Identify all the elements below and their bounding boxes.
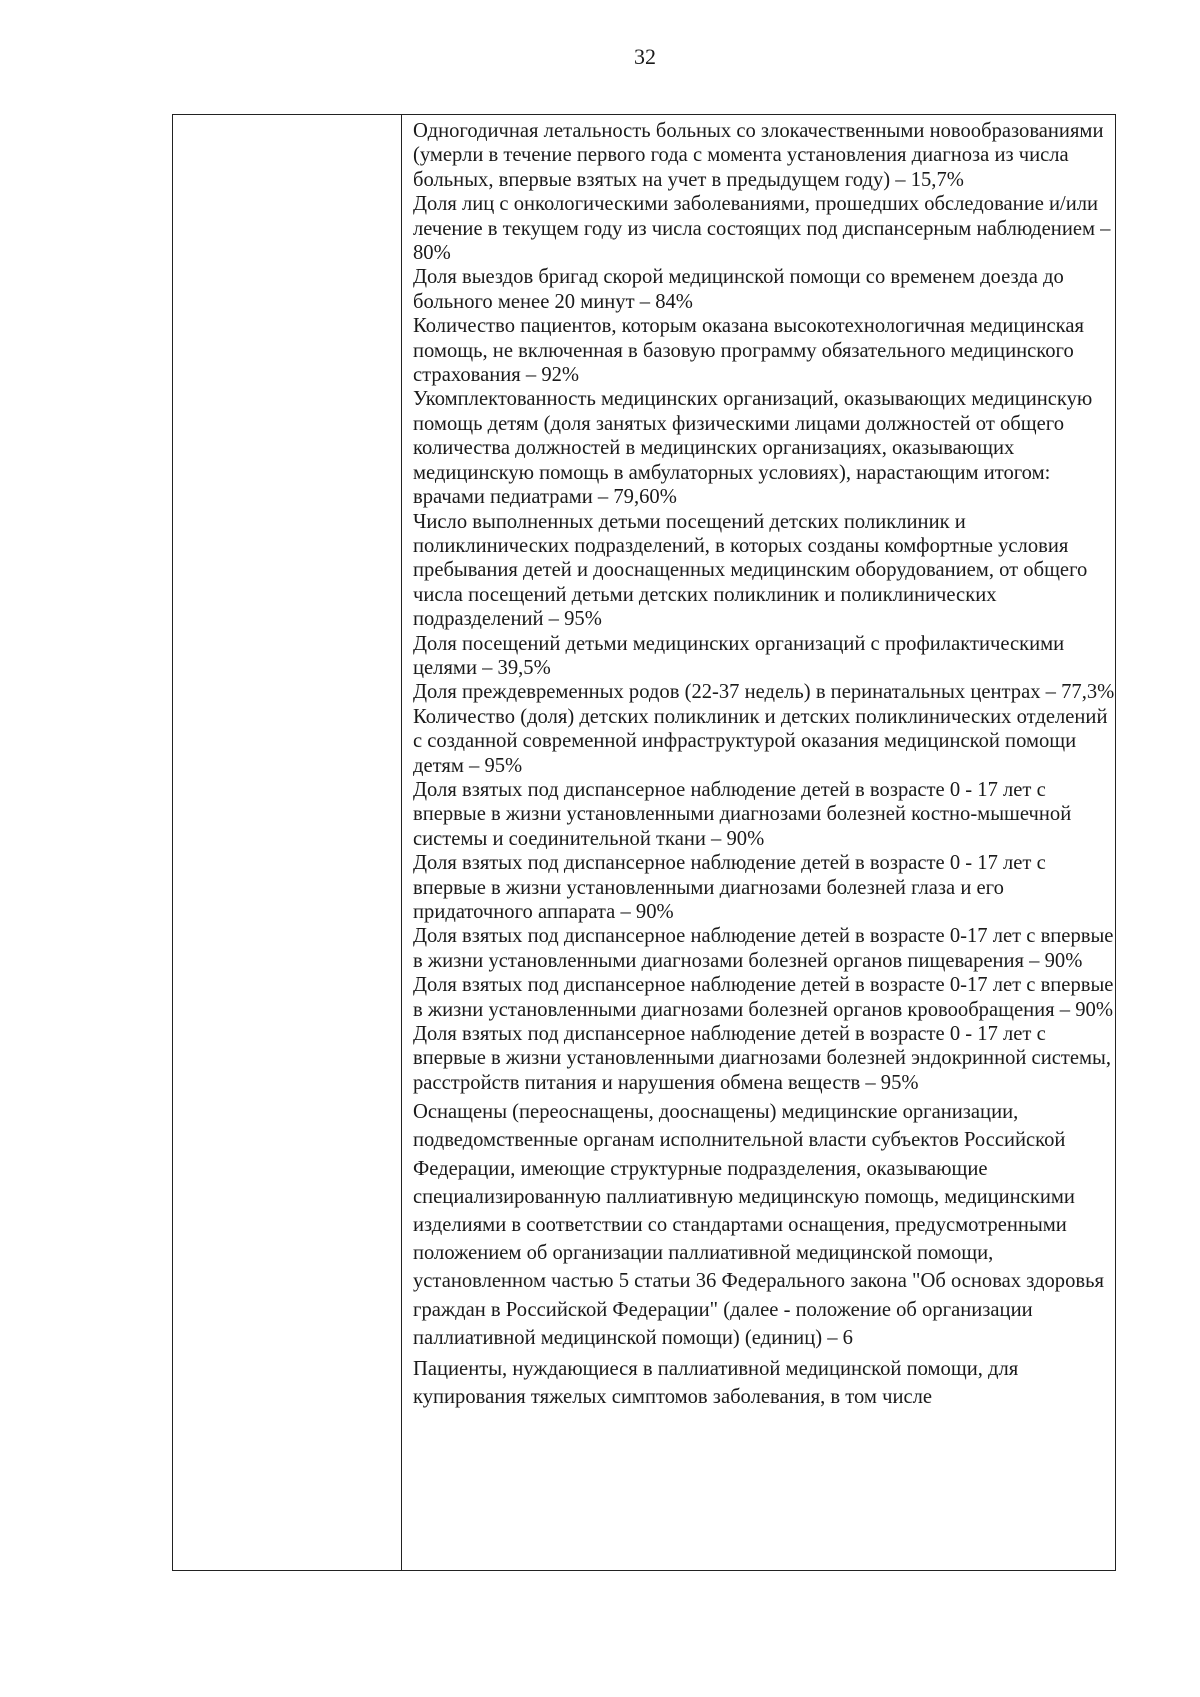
indicator-item: Доля преждевременных родов (22-37 недель) в перинатальных центрах – 77,3% (413, 681, 1115, 704)
indicator-item: Доля взятых под диспансерное наблюдение детей в возрасте 0 - 17 лет с впервые в жизни установленными диагнозами болезней глаза и его придаточного аппарата – 90% (413, 852, 1046, 923)
palliative-equipment-item: Оснащены (переоснащены, дооснащены) медицинские организации, подведомственные органам исполнительной власти субъектов Российской Федерации, имеющие структурные подразделения, оказывающие специализированную паллиативную медицинскую помощь, медицинскими изделиями в соответствии со стандартами оснащения, предусмотренными положением об организации паллиативной медицинской помощи, установленном частью 5 статьи 36 Федерального закона "Об основах здоровья граждан в Российской Федерации" (далее - положение об организации паллиативной медицинской помощи) (единиц) – 6 (413, 1101, 1104, 1349)
indicators-table (172, 114, 1116, 1571)
palliative-patients-item: Пациенты, нуждающиеся в паллиативной медицинской помощи, для купирования тяжелых симптомов заболевания, в том числе (413, 1358, 1019, 1409)
table-right-cell (402, 115, 1115, 1570)
indicator-item: Укомплектованность медицинских организаций, оказывающих медицинскую помощь детям (доля занятых физическими лицами должностей от общего количества должностей в медицинских организациях, оказывающих медицинскую помощь в амбулаторных условиях), нарастающим итогом: врачами педиатрами – 79,60% (413, 388, 1093, 509)
indicator-item: Доля взятых под диспансерное наблюдение детей в возрасте 0 - 17 лет с впервые в жизни установленными диагнозами болезней эндокринной системы, расстройств питания и нарушения обмена веществ – 95% (413, 1023, 1112, 1094)
table-left-cell (173, 115, 402, 1570)
page-number: 32 (634, 44, 656, 69)
indicator-item: Доля взятых под диспансерное наблюдение детей в возрасте 0-17 лет с впервые в жизни установленными диагнозами болезней органов пищеварения – 90% (413, 925, 1114, 972)
indicator-item: Доля выездов бригад скорой медицинской помощи со временем доезда до больного менее 20 минут – 84% (413, 266, 1064, 313)
indicator-item: Количество пациентов, которым оказана высокотехнологичная медицинская помощь, не включенная в базовую программу обязательного медицинского страхования – 92% (413, 315, 1084, 387)
indicator-item: Доля лиц с онкологическими заболеваниями, прошедших обследование и/или лечение в текущем году из числа состоящих под диспансерным наблюдением – 80% (413, 193, 1111, 265)
indicator-item: Доля посещений детьми медицинских организаций с профилактическими целями – 39,5% (413, 632, 1065, 679)
indicator-item: Доля взятых под диспансерное наблюдение детей в возрасте 0-17 лет с впервые в жизни установленными диагнозами болезней органов кровообращения – 90% (413, 974, 1114, 1021)
indicator-item: Одногодичная летальность больных со злокачественными новообразованиями (умерли в течение первого года с момента установления диагноза из числа больных, впервые взятых на учет в предыдущем году) – 15,7% (413, 120, 1104, 191)
indicator-item: Число выполненных детьми посещений детских поликлиник и поликлинических подразделений, в которых созданы комфортные условия пребывания детей и дооснащенных медицинским оборудованием, от общего числа посещений детьми детских поликлиник и поликлинических подразделений – 95% (413, 510, 1088, 631)
indicator-item: Доля взятых под диспансерное наблюдение детей в возрасте 0 - 17 лет с впервые в жизни установленными диагнозами болезней костно-мышечной системы и соединительной ткани – 90% (413, 778, 1072, 850)
indicator-item: Количество (доля) детских поликлиник и детских поликлинических отделений с созданной современной инфраструктурой оказания медицинской помощи детям – 95% (413, 705, 1108, 777)
